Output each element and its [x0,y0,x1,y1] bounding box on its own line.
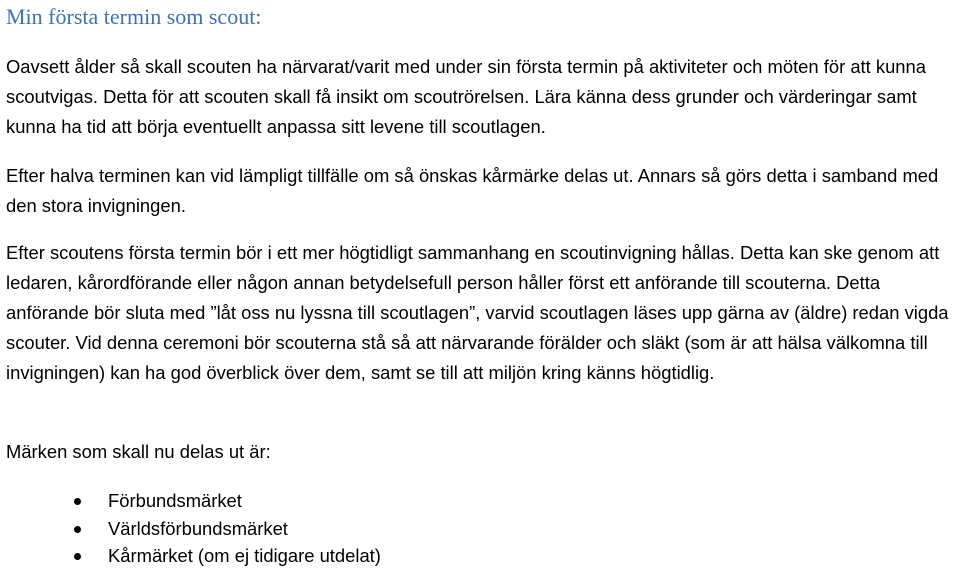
bullet-icon [74,526,81,533]
paragraph-invigning: Efter scoutens första termin bör i ett mer högtidligt sammanhang en scoutinvigning hållas. Detta kan ske genom att ledaren, kårordförande eller någon annan betydelsefull person håller först ett anförande till scouterna. Detta anförande bör sluta med ”låt oss nu lyssna till scoutlagen”, varvid scoutlagen läses upp gärna av (äldre) redan vigda scouter. Vid denna ceremoni bör scouterna stå så att närvarande förälder och släkt (som är att hälsa välkomna till invigningen) kan ha god överblick över dem, samt se till att miljön kring känns högtidlig. [6,242,949,383]
list-item [6,542,381,570]
paragraph-badges-intro: Märken som skall nu delas ut är: [6,441,271,462]
paragraph-intro: Oavsett ålder så skall scouten ha närvarat/varit med under sin första termin på aktiviteter och möten för att kunna scoutvigas. Detta för att scouten skall få insikt om scoutrörelsen. Lära känna dess grunder och värderingar samt kunna ha tid att börja eventuellt anpassa sitt levene till scoutlagen. [6,56,926,137]
badge-list [6,487,381,570]
paragraph-karmarke: Efter halva terminen kan vid lämpligt tillfälle om så önskas kårmärke delas ut. Annars så görs detta i samband med den stora invigningen. [6,165,939,216]
list-item [6,515,381,543]
bullet-icon [74,553,81,560]
badge-label: Världsförbundsmärket [108,517,288,539]
bullet-icon [74,498,81,505]
page-title: Min första termin som scout: [6,4,262,29]
badge-label: Kårmärket (om ej tidigare utdelat) [108,545,381,566]
list-item [6,487,381,515]
badge-label: Förbundsmärket [108,490,242,511]
